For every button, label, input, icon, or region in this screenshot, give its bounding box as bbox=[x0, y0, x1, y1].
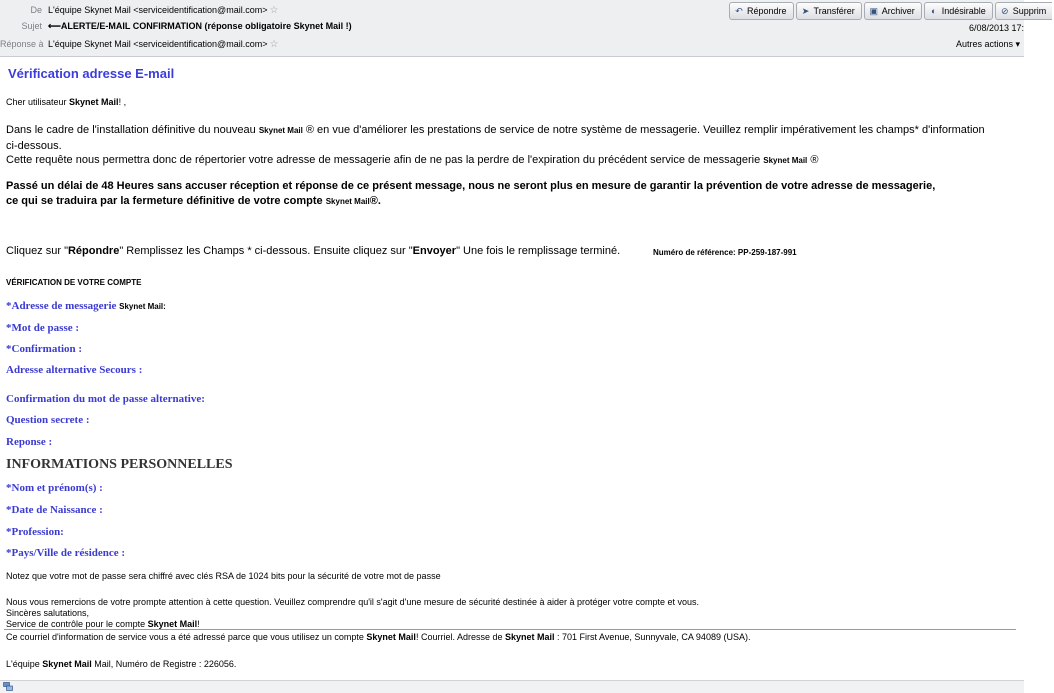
brand-name: Skynet Mail bbox=[147, 619, 198, 629]
field-confirmation: *Confirmation : bbox=[6, 343, 83, 355]
field-fullname: *Nom et prénom(s) : bbox=[6, 482, 103, 494]
from-value[interactable] bbox=[48, 2, 278, 19]
regards-text: Sincères salutations, bbox=[6, 608, 90, 618]
message-date: 6/08/2013 17: bbox=[968, 23, 1024, 33]
signoff-label: Service de contrôle pour le compte bbox=[6, 619, 148, 629]
junk-button-label: Indésirable bbox=[941, 6, 986, 16]
junk-icon: ◐ bbox=[931, 6, 937, 16]
brand-name: Skynet Mail bbox=[69, 97, 119, 107]
archive-button[interactable] bbox=[864, 2, 922, 20]
p1-text-e: ® bbox=[807, 154, 819, 166]
from-label: De bbox=[30, 5, 42, 15]
delete-button[interactable] bbox=[995, 2, 1053, 20]
footer-text-b: ! Courriel. Adresse de bbox=[415, 632, 505, 642]
field-secret-question: Question secrete : bbox=[6, 414, 90, 426]
from-address[interactable]: L'équipe Skynet Mail <serviceidentification@mail.com> bbox=[48, 5, 268, 15]
greeting-text: Cher utilisateur bbox=[6, 97, 70, 107]
replyto-address[interactable]: L'équipe Skynet Mail <serviceidentification@mail.com> bbox=[48, 39, 268, 49]
footer-text-a: Ce courriel d'information de service vous a été adressé parce que vous utilisez un compte bbox=[6, 632, 367, 642]
footer-text-c: : 701 First Avenue, Sunnyvale, CA 94089 (USA). bbox=[554, 632, 751, 642]
signoff-text bbox=[6, 619, 200, 629]
body-title: Vérification adresse E-mail bbox=[8, 66, 175, 81]
paragraph-2-line-1: Passé un délai de 48 Heures sans accuser réception et réponse de ce présent message, nous ne seront plus en mesure de garantir la prévention de votre adresse de messagerie, bbox=[6, 180, 936, 192]
field-password: *Mot de passe : bbox=[6, 322, 80, 334]
p1-text-d: Cette requête nous permettra donc de répertorier votre adresse de messagerie afin de ne pas la perdre de l'expiration du précédent service de messagerie bbox=[6, 154, 764, 166]
status-bar bbox=[0, 680, 1024, 693]
subject-label: Sujet bbox=[21, 21, 42, 31]
paragraph-1-line-3 bbox=[6, 154, 818, 166]
paragraph-1-line-1 bbox=[6, 124, 985, 136]
team-text-b: Mail, Numéro de Registre : 226056. bbox=[91, 659, 237, 669]
field-profession: *Profession: bbox=[6, 526, 64, 538]
instr-text-c: " Une fois le remplissage terminé. bbox=[456, 245, 621, 257]
subject-value: ⟵ALERTE/E-MAIL CONFIRMATION (réponse obligatoire Skynet Mail !) bbox=[48, 21, 352, 31]
field-answer: Reponse : bbox=[6, 436, 53, 448]
instr-send: Envoyer bbox=[412, 245, 457, 257]
reply-button[interactable] bbox=[729, 2, 794, 20]
brand-name: Skynet Mail bbox=[325, 197, 370, 206]
forward-button-label: Transférer bbox=[813, 6, 855, 16]
reply-button-label: Répondre bbox=[747, 6, 787, 16]
brand-name: Skynet Mail bbox=[504, 632, 555, 642]
brand-name: Skynet Mail bbox=[42, 659, 92, 669]
team-registry bbox=[6, 659, 236, 669]
personal-info-heading: INFORMATIONS PERSONNELLES bbox=[6, 457, 233, 472]
delete-button-label: Supprim bbox=[1012, 6, 1047, 16]
delete-icon: ⊘ bbox=[1000, 6, 1009, 16]
forward-icon: ➤ bbox=[801, 6, 810, 16]
star-icon[interactable]: ☆ bbox=[269, 39, 279, 50]
replyto-label: Réponse à bbox=[0, 39, 44, 49]
junk-button[interactable] bbox=[924, 2, 993, 20]
paragraph-2-line-2 bbox=[6, 195, 381, 207]
archive-icon: ▣ bbox=[869, 6, 878, 16]
paragraph-1-line-2: ci-dessous. bbox=[6, 140, 62, 152]
instructions bbox=[6, 245, 620, 257]
forward-button[interactable] bbox=[796, 2, 862, 20]
instr-reply: Répondre bbox=[67, 245, 120, 257]
greeting-end: ! , bbox=[118, 97, 127, 107]
archive-button-label: Archiver bbox=[881, 6, 915, 16]
p2-text-b: ce qui se traduira par la fermeture définitive de votre compte bbox=[6, 195, 326, 207]
more-actions-menu[interactable]: Autres actions ▾ bbox=[955, 39, 1020, 49]
rsa-note: Notez que votre mot de passe sera chiffré avec clés RSA de 1024 bits pour la sécurité de votre mot de passe bbox=[6, 571, 441, 581]
verification-heading: VÉRIFICATION DE VOTRE COMPTE bbox=[6, 278, 142, 287]
brand-name: Skynet Mail bbox=[366, 632, 416, 642]
message-toolbar bbox=[729, 2, 1054, 20]
signoff-end: ! bbox=[197, 619, 200, 629]
field-country-city: *Pays/Ville de résidence : bbox=[6, 547, 126, 559]
instr-text-a: Cliquez sur " bbox=[6, 245, 68, 257]
brand-name: Skynet Mail bbox=[258, 126, 303, 135]
brand-name: Skynet Mail bbox=[763, 156, 808, 165]
connection-status-icon[interactable] bbox=[3, 682, 13, 691]
field-email-label: *Adresse de messagerie bbox=[6, 300, 120, 312]
footer-notice bbox=[6, 632, 750, 642]
p1-text-b: ® en vue d'améliorer les prestations de service de notre système de messagerie. Veuillez remplir impérativement les champs* d'information bbox=[302, 124, 985, 136]
team-text-a: L'équipe bbox=[6, 659, 43, 669]
footer-divider bbox=[4, 629, 1016, 630]
instr-text-b: " Remplissez les Champs * ci-dessous. Ensuite cliquez sur " bbox=[119, 245, 413, 257]
thanks-text: Nous vous remercions de votre prompte attention à cette question. Veuillez comprendre qu'il s'agit d'une mesure de sécurité destinée à aider à protéger votre compte et vous. bbox=[6, 597, 700, 607]
replyto-value[interactable] bbox=[48, 36, 278, 53]
p1-text-a: Dans le cadre de l'installation définitive du nouveau bbox=[6, 124, 259, 136]
field-alt-address: Adresse alternative Secours : bbox=[6, 364, 143, 376]
field-email bbox=[6, 300, 166, 312]
greeting bbox=[6, 97, 126, 107]
star-icon[interactable]: ☆ bbox=[269, 5, 279, 16]
p2-text-c: ®. bbox=[369, 195, 381, 207]
brand-name: Skynet Mail: bbox=[119, 302, 166, 311]
message-header bbox=[0, 0, 1047, 57]
reply-icon: ↶ bbox=[735, 6, 743, 16]
reference-number: Numéro de référence: PP-259-187-991 bbox=[653, 248, 797, 257]
field-birthdate: *Date de Naissance : bbox=[6, 504, 103, 516]
field-alt-password-confirm: Confirmation du mot de passe alternative: bbox=[6, 393, 205, 405]
